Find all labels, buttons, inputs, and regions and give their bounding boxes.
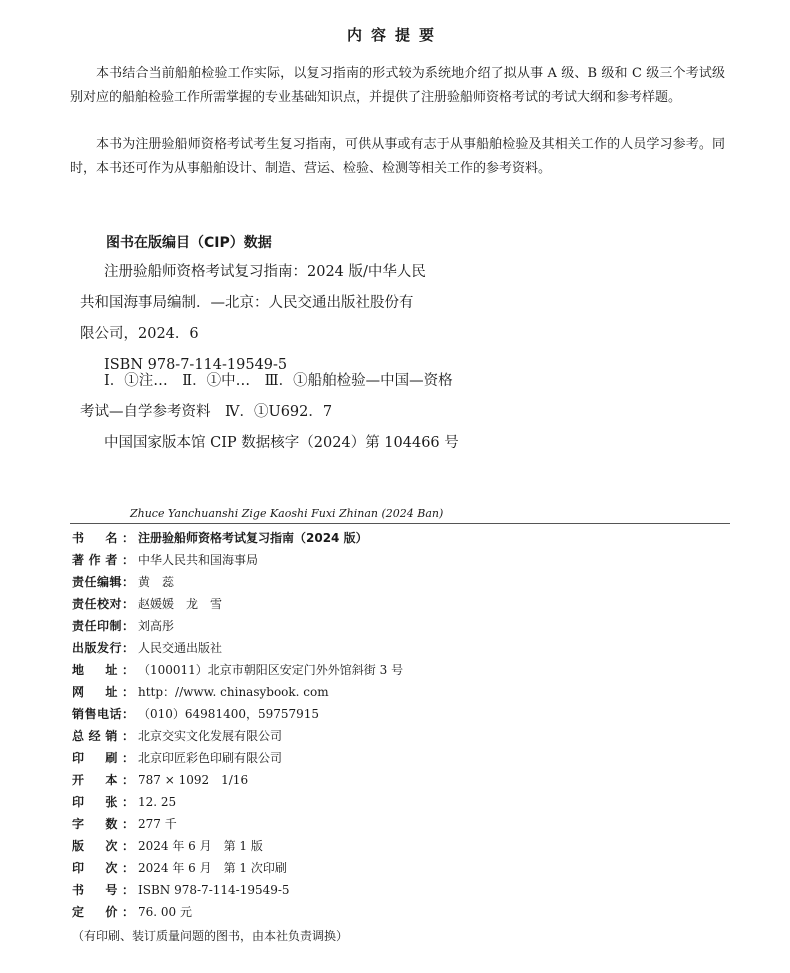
summary-paragraph-1: 本书结合当前船舶检验工作实际，以复习指南的形式较为系统地介绍了拟从事 A 级、B 级和 C 级三个考试级别对应的船舶检验工作所需掌握的专业基础知识点，并提供了注册验船师资格考试的考试大纲和参考样题。 xyxy=(70,66,725,105)
info-label: 地 址： xyxy=(72,663,134,677)
info-label: 定 价： xyxy=(72,905,134,919)
info-row xyxy=(72,769,732,791)
info-row xyxy=(72,857,732,879)
info-label: 责任编辑： xyxy=(72,575,134,589)
info-label: 责任印制： xyxy=(72,619,134,633)
info-label: 总经销： xyxy=(72,729,134,743)
info-value: 北京交实文化发展有限公司 xyxy=(138,729,283,743)
website-link: http：//www. chinasybook. com xyxy=(138,685,329,699)
info-row xyxy=(72,791,732,813)
cip-line: 共和国海事局编制．—北京：人民交通出版社股份有 xyxy=(80,295,414,311)
info-value: 76. 00 元 xyxy=(138,905,192,919)
info-row xyxy=(72,703,732,725)
info-label: 印 次： xyxy=(72,861,134,875)
info-row xyxy=(72,747,732,769)
info-row xyxy=(72,571,732,593)
info-label: 书 名： xyxy=(72,531,134,545)
info-row xyxy=(72,659,732,681)
info-row xyxy=(72,835,732,857)
info-value: 2024 年 6 月 第 1 次印刷 xyxy=(138,861,287,875)
info-row xyxy=(72,637,732,659)
divider xyxy=(70,523,730,524)
info-row xyxy=(72,549,732,571)
info-label: 书 号： xyxy=(72,883,134,897)
info-label: 责任校对： xyxy=(72,597,134,611)
cip-line: 考试—自学参考资料 Ⅳ．①U692．7 xyxy=(80,404,333,420)
info-label: 出版发行： xyxy=(72,641,134,655)
cip-record xyxy=(80,257,490,381)
info-value: 北京印匠彩色印刷有限公司 xyxy=(138,751,283,765)
info-label: 网 址： xyxy=(72,685,134,699)
cip-line: 限公司，2024．6 xyxy=(80,326,199,342)
info-value: 787 × 1092 1/16 xyxy=(138,773,249,787)
info-value: 277 千 xyxy=(138,817,177,831)
info-row xyxy=(72,527,732,549)
info-value: 刘高彤 xyxy=(138,619,175,633)
info-value: 中华人民共和国海事局 xyxy=(138,553,259,567)
info-row xyxy=(72,615,732,637)
info-value: （100011）北京市朝阳区安定门外外馆斜街 3 号 xyxy=(138,663,404,677)
info-value: 黄 蕊 xyxy=(138,575,175,589)
pinyin-title: Zhuce Yanchuanshi Zige Kaoshi Fuxi Zhinan (2024 Ban) xyxy=(130,507,444,520)
info-label: 字 数： xyxy=(72,817,134,831)
info-label: 开 本： xyxy=(72,773,134,787)
quality-note: （有印刷、装订质量问题的图书，由本社负责调换） xyxy=(72,929,349,943)
info-label: 版 次： xyxy=(72,839,134,853)
cip-line: Ⅰ．①注… Ⅱ．①中… Ⅲ．①船舶检验—中国—资格 xyxy=(104,373,453,389)
info-row xyxy=(72,901,732,923)
info-value: ISBN 978-7-114-19549-5 xyxy=(138,883,290,897)
info-value: 2024 年 6 月 第 1 版 xyxy=(138,839,263,853)
cip-line: 中国国家版本馆 CIP 数据核字（2024）第 104466 号 xyxy=(104,435,459,451)
info-value: 赵媛媛 龙 雪 xyxy=(138,597,223,611)
info-value: 注册验船师资格考试复习指南（2024 版） xyxy=(138,531,368,545)
summary-paragraph-2: 本书为注册验船师资格考试考生复习指南，可供从事或有志于从事船舶检验及其相关工作的人员学习参考。同时，本书还可作为从事船舶设计、制造、营运、检验、检测等相关工作的参考资料。 xyxy=(70,137,725,176)
info-row xyxy=(72,879,732,901)
info-label: 著作者： xyxy=(72,553,134,567)
summary-title: 内容提要 xyxy=(346,26,443,44)
cip-heading: 图书在版编目（CIP）数据 xyxy=(106,235,272,251)
cip-line: 注册验船师资格考试复习指南：2024 版/中华人民 xyxy=(104,264,426,280)
cip-classification xyxy=(80,366,490,459)
info-label: 印 刷： xyxy=(72,751,134,765)
info-row xyxy=(72,593,732,615)
info-row xyxy=(72,813,732,835)
info-label: 印 张： xyxy=(72,795,134,809)
info-label: 销售电话： xyxy=(72,707,134,721)
info-value: 12. 25 xyxy=(138,795,177,809)
info-row xyxy=(72,725,732,747)
info-value: 人民交通出版社 xyxy=(138,641,223,655)
info-row xyxy=(72,681,732,703)
publication-info xyxy=(72,527,732,923)
info-value: （010）64981400，59757915 xyxy=(138,707,320,721)
cip-isbn: ISBN 978-7-114-19549-5 xyxy=(104,357,288,373)
